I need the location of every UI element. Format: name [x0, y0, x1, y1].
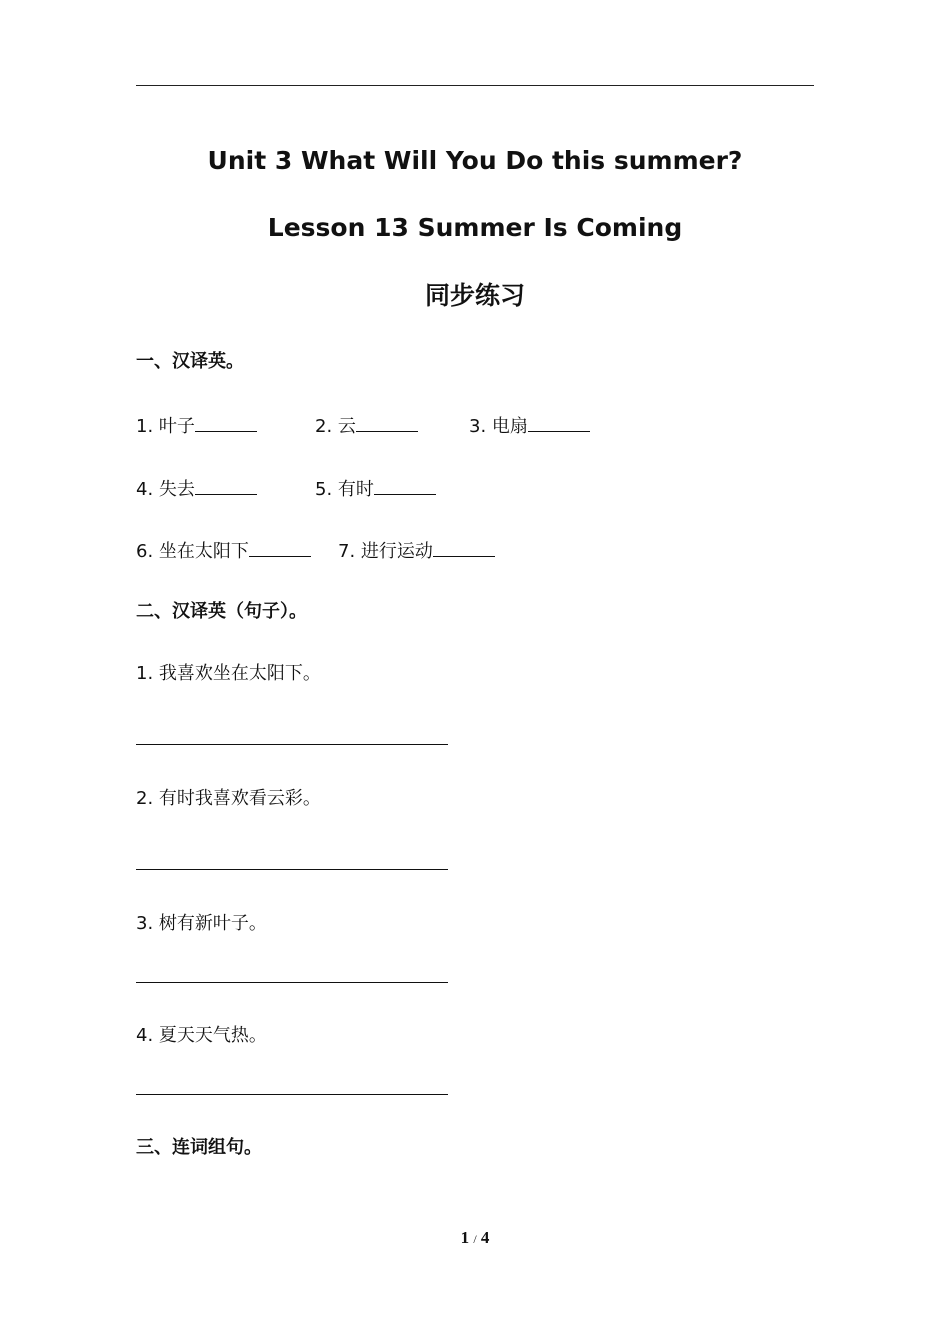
answer-blank[interactable] [528, 412, 590, 432]
practice-title: 同步练习 [424, 281, 525, 310]
vocab-item-label: 1. 叶子 [136, 416, 195, 437]
answer-line[interactable] [136, 1094, 448, 1095]
vocab-item-label: 4. 失去 [136, 479, 195, 500]
answer-blank[interactable] [374, 475, 436, 495]
section-1-heading: 一、汉译英。 [136, 351, 244, 372]
vocab-item-5 [315, 475, 436, 502]
unit-title: Unit 3 What Will You Do this summer? [207, 146, 743, 175]
answer-line[interactable] [136, 869, 448, 870]
sentence-item-1: 1. 我喜欢坐在太阳下。 [136, 663, 321, 684]
vocab-item-label: 6. 坐在太阳下 [136, 541, 249, 562]
answer-line[interactable] [136, 744, 448, 745]
vocab-item-3 [469, 412, 590, 439]
sentence-item-2: 2. 有时我喜欢看云彩。 [136, 788, 321, 809]
vocab-item-label: 3. 电扇 [469, 416, 528, 437]
vocab-item-4 [136, 475, 257, 502]
answer-line[interactable] [136, 982, 448, 983]
page-total: 4 [480, 1228, 490, 1247]
header-rule [136, 85, 814, 86]
answer-blank[interactable] [195, 475, 257, 495]
vocab-item-label: 7. 进行运动 [338, 541, 433, 562]
answer-blank[interactable] [356, 412, 418, 432]
answer-blank[interactable] [249, 537, 311, 557]
vocab-item-1 [136, 412, 257, 439]
answer-blank[interactable] [433, 537, 495, 557]
vocab-item-6 [136, 537, 311, 564]
page-number [0, 1226, 950, 1251]
answer-blank[interactable] [195, 412, 257, 432]
vocab-item-2 [315, 412, 418, 439]
vocab-item-7 [338, 537, 495, 564]
vocab-item-label: 2. 云 [315, 416, 356, 437]
section-2-heading: 二、汉译英（句子）。 [136, 601, 307, 622]
vocab-item-label: 5. 有时 [315, 479, 374, 500]
section-3-heading: 三、连词组句。 [136, 1137, 262, 1158]
lesson-title: Lesson 13 Summer Is Coming [267, 213, 683, 242]
page-current: 1 [460, 1228, 470, 1247]
sentence-item-3: 3. 树有新叶子。 [136, 913, 267, 934]
sentence-item-4: 4. 夏天天气热。 [136, 1025, 267, 1046]
page-separator: / [473, 1232, 477, 1246]
